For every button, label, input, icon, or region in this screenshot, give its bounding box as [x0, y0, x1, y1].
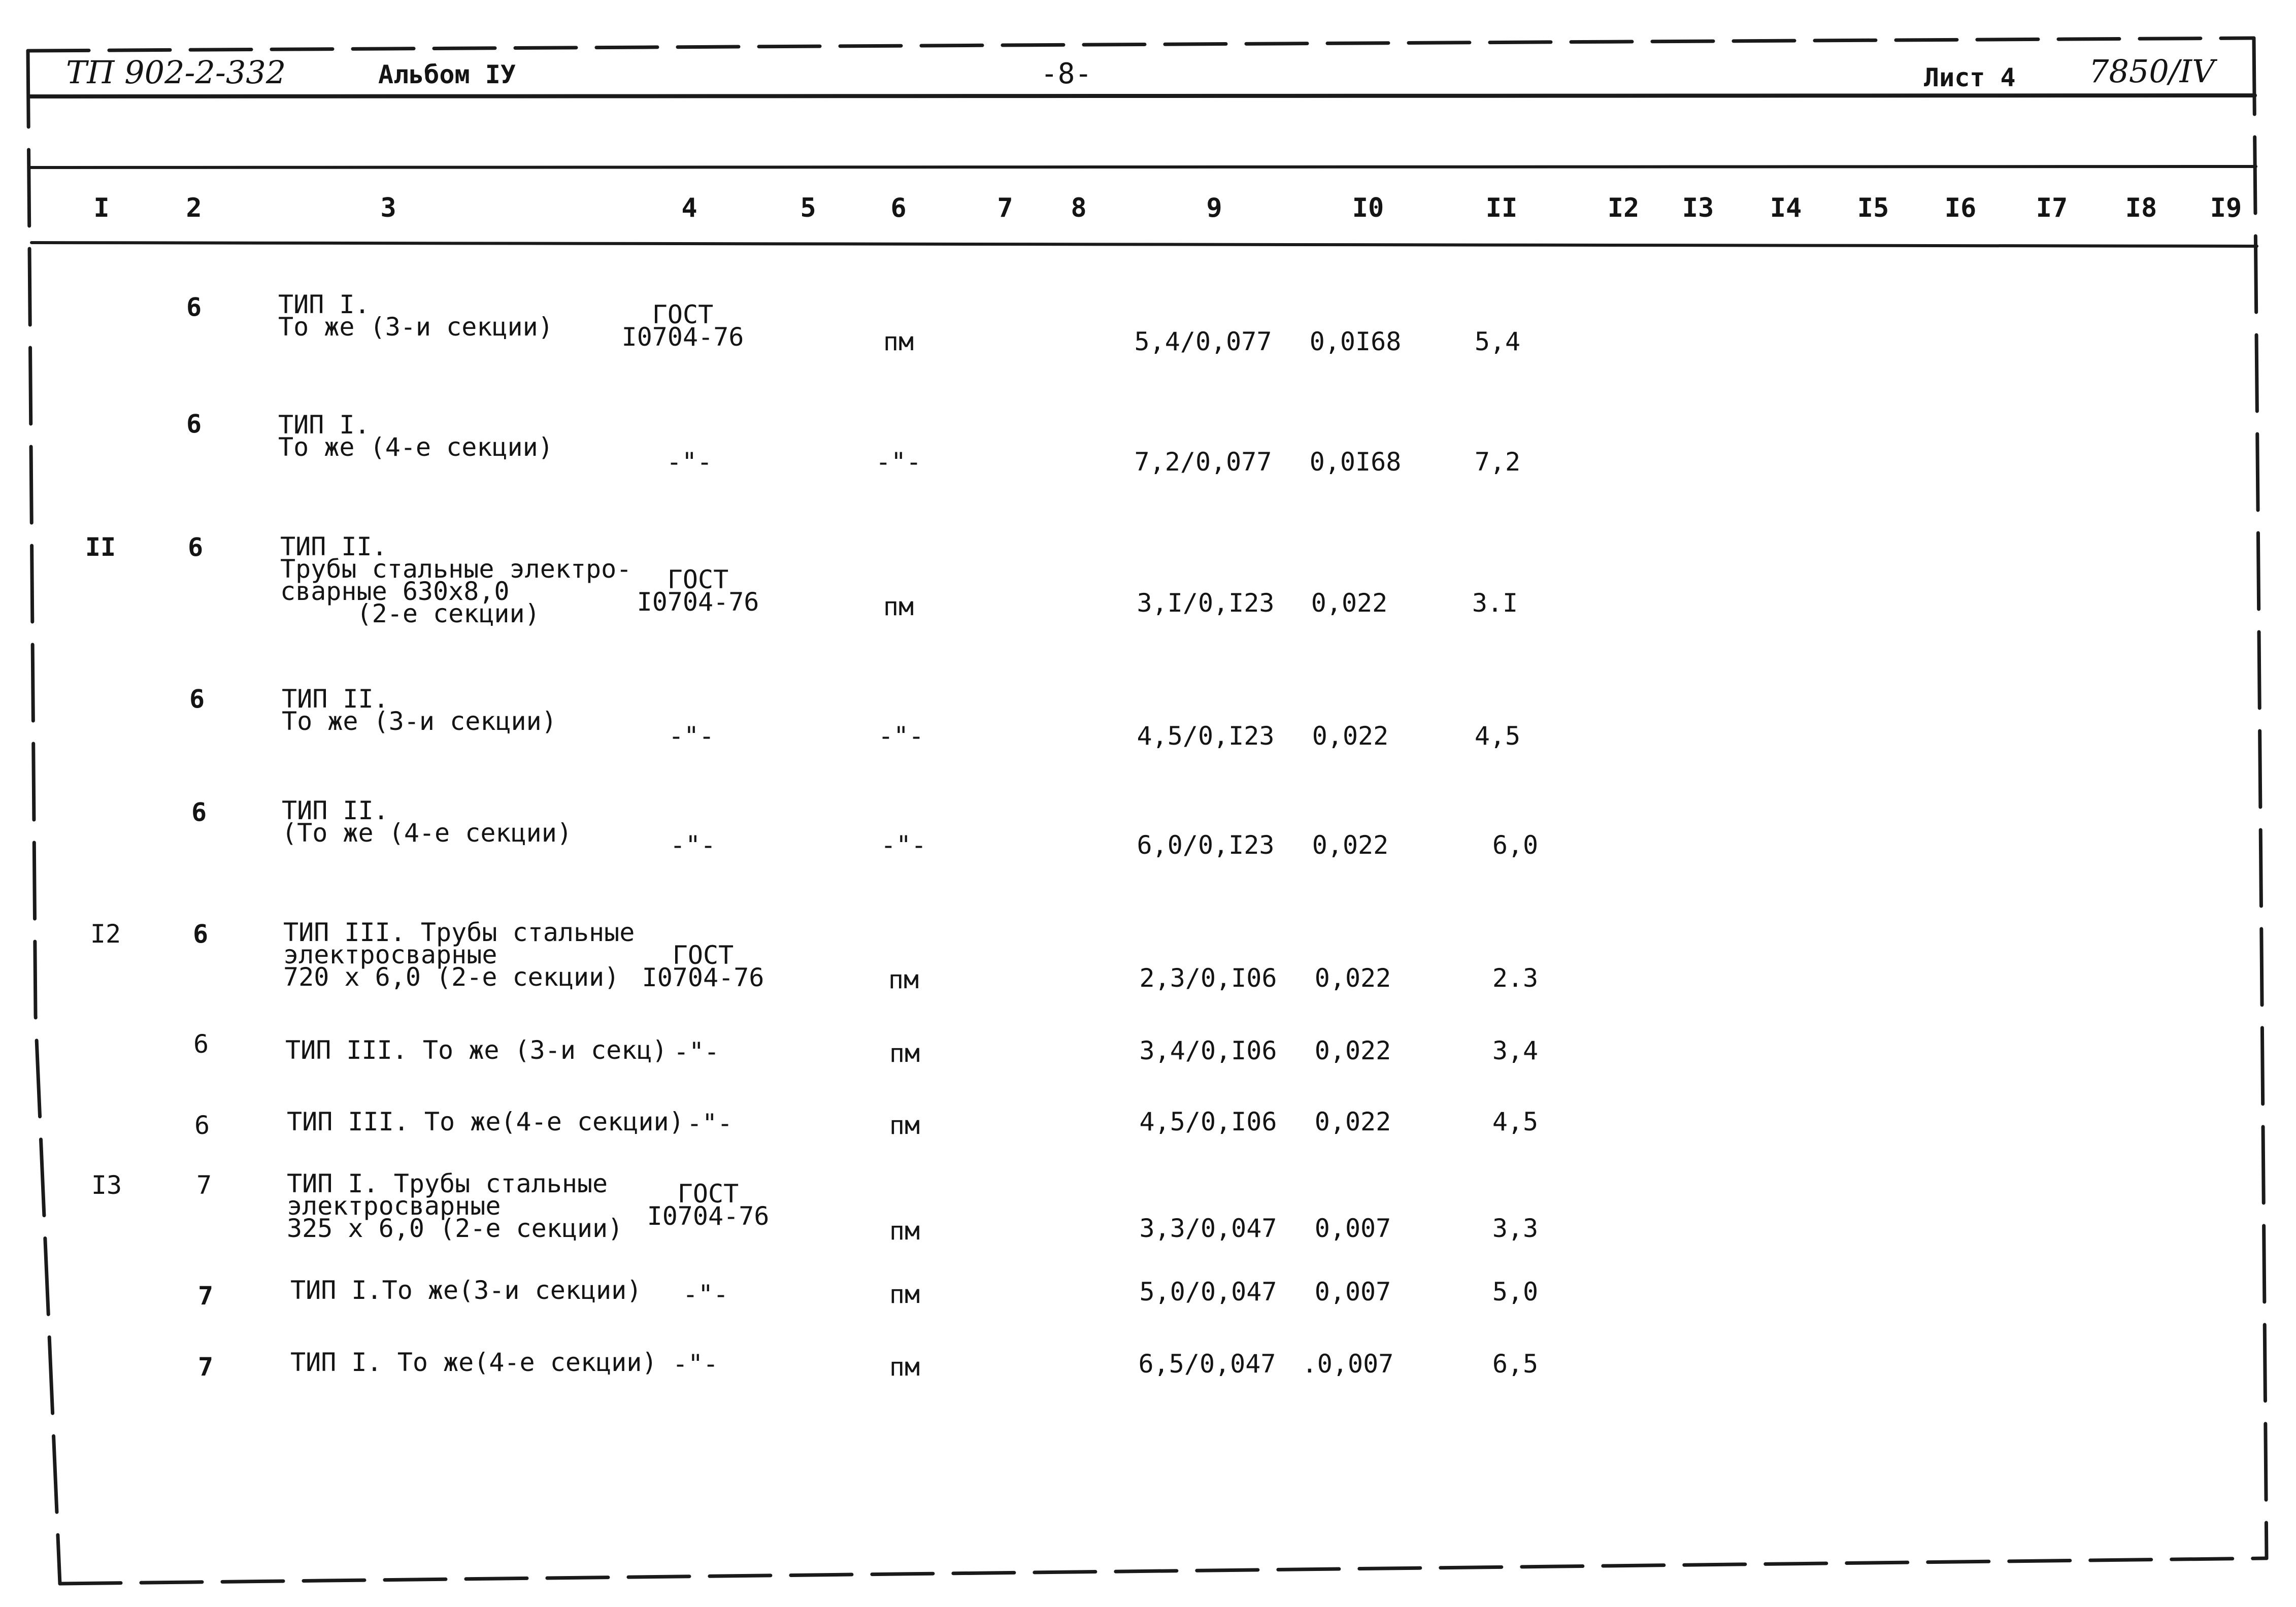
- cell-unit: пм: [889, 1111, 920, 1140]
- document-stamp: 7850/IV: [2089, 53, 2215, 90]
- cell-col11: 2.3: [1492, 963, 1539, 993]
- cell-unit: -"-: [878, 721, 924, 751]
- cell-standard: -"-: [682, 1280, 729, 1309]
- cell-unit: пм: [889, 1039, 920, 1068]
- col-header-19: I9: [2210, 193, 2242, 223]
- col-header-10: I0: [1352, 193, 1384, 223]
- col-header-3: 3: [380, 193, 396, 223]
- frame-top: [28, 38, 2254, 51]
- col-header-6: 6: [890, 193, 907, 223]
- cell-col11: 5,4: [1474, 327, 1521, 356]
- project-code: ТП 902-2-332: [66, 54, 286, 91]
- cell-col10: 0,022: [1314, 963, 1391, 993]
- sheet-label: Лист 4: [1924, 63, 2016, 92]
- cell-unit: пм: [889, 1216, 920, 1246]
- cell-col11: 3.I: [1472, 588, 1518, 618]
- cell-description: ТИП II. (То же (4-е секции): [282, 796, 572, 848]
- cell-col9: 3,3/0,047: [1139, 1214, 1277, 1243]
- col-header-7: 7: [997, 193, 1013, 223]
- cell-col9: 6,0/0,I23: [1137, 830, 1275, 860]
- cell-col10: 0,022: [1314, 1036, 1391, 1065]
- cell-col9: 5,4/0,077: [1134, 327, 1272, 356]
- cell-standard: -"-: [668, 721, 715, 751]
- cell-col9: 3,4/0,I06: [1139, 1036, 1277, 1065]
- cell-col9: 5,0/0,047: [1139, 1277, 1277, 1307]
- cell-col11: 3,3: [1492, 1214, 1539, 1243]
- col-header-18: I8: [2125, 193, 2157, 223]
- cell-col11: 5,0: [1492, 1277, 1539, 1307]
- cell-col9: 6,5/0,047: [1138, 1349, 1276, 1379]
- cell-type-code: 6: [186, 409, 202, 439]
- cell-position: I2: [90, 919, 121, 949]
- cell-type-code: 6: [186, 292, 202, 322]
- cell-col9: 4,5/0,I23: [1137, 721, 1275, 751]
- col-header-11: II: [1485, 193, 1518, 223]
- cell-col11: 4,5: [1492, 1107, 1539, 1136]
- col-header-14: I4: [1770, 193, 1802, 223]
- cell-standard: -"-: [672, 1349, 719, 1379]
- cell-standard: ГОСТ I0704-76: [621, 300, 744, 352]
- cell-col10: 0,022: [1311, 588, 1388, 618]
- col-header-15: I5: [1857, 193, 1889, 223]
- cell-col9: 3,I/0,I23: [1137, 588, 1275, 618]
- cell-type-code: 6: [187, 532, 204, 562]
- cell-col10: 0,022: [1312, 830, 1389, 860]
- cell-col10: .0,007: [1302, 1349, 1394, 1379]
- cell-col9: 7,2/0,077: [1134, 447, 1272, 477]
- cell-col11: 6,0: [1492, 830, 1539, 860]
- cell-col11: 7,2: [1474, 447, 1521, 477]
- cell-col11: 3,4: [1492, 1036, 1539, 1065]
- col-header-2: 2: [186, 193, 202, 223]
- cell-description: ТИП I. То же(4-е секции): [290, 1348, 657, 1377]
- cell-description: ТИП I. Трубы стальные электросварные 325 х 6,0 (2-е секции): [287, 1169, 623, 1243]
- cell-description: ТИП I. То же (3-и секции): [278, 290, 553, 342]
- cell-standard: -"-: [666, 447, 713, 477]
- cell-description: ТИП I.То же(3-и секции): [290, 1276, 642, 1305]
- cell-unit: -"-: [880, 830, 927, 860]
- frame-right: [2254, 38, 2267, 1558]
- cell-position: I3: [91, 1170, 122, 1200]
- col-header-4: 4: [681, 193, 697, 223]
- cell-col9: 2,3/0,I06: [1139, 963, 1277, 993]
- cell-standard: ГОСТ I0704-76: [637, 565, 759, 617]
- album-label: Альбом IУ: [378, 60, 516, 89]
- cell-col10: 0,022: [1312, 721, 1389, 751]
- cell-type-code: 6: [194, 1111, 210, 1140]
- cell-col10: 0,0I68: [1309, 447, 1402, 477]
- cell-col10: 0,022: [1314, 1107, 1391, 1136]
- cell-type-code: 7: [197, 1352, 214, 1382]
- header-rule-3: [31, 243, 2257, 246]
- cell-col9: 4,5/0,I06: [1139, 1107, 1277, 1136]
- cell-type-code: 6: [191, 797, 207, 827]
- col-header-5: 5: [800, 193, 816, 223]
- cell-type-code: 6: [192, 919, 209, 949]
- col-header-13: I3: [1682, 193, 1714, 223]
- col-header-16: I6: [1944, 193, 1977, 223]
- cell-unit: пм: [889, 1352, 920, 1382]
- cell-standard: ГОСТ I0704-76: [642, 941, 764, 992]
- cell-unit: -"-: [875, 447, 922, 477]
- col-header-8: 8: [1071, 193, 1087, 223]
- cell-unit: пм: [889, 1280, 920, 1309]
- cell-description: ТИП I. То же (4-е секции): [278, 410, 553, 462]
- page-number: -8-: [1041, 57, 1092, 90]
- cell-unit: пм: [888, 965, 919, 994]
- cell-description: ТИП III. Трубы стальные электросварные 720 х 6,0 (2-е секции): [283, 918, 635, 992]
- cell-unit: пм: [883, 592, 914, 621]
- cell-col11: 4,5: [1474, 721, 1521, 751]
- cell-unit: пм: [883, 327, 914, 356]
- cell-description: ТИП II. Трубы стальные электро- сварные 630х8,0 (2-е секции): [280, 532, 632, 628]
- cell-col10: 0,007: [1314, 1214, 1391, 1243]
- cell-col11: 6,5: [1492, 1349, 1539, 1379]
- col-header-9: 9: [1206, 193, 1222, 223]
- col-header-17: I7: [2036, 193, 2068, 223]
- col-header-1: I: [93, 193, 110, 223]
- cell-standard: -"-: [686, 1109, 733, 1138]
- cell-col10: 0,0I68: [1309, 327, 1402, 356]
- cell-standard: ГОСТ I0704-76: [647, 1179, 770, 1231]
- frame-left: [28, 51, 60, 1584]
- header-rule-1: [29, 95, 2255, 96]
- cell-type-code: 7: [197, 1281, 214, 1311]
- cell-standard: -"-: [673, 1037, 720, 1066]
- frame-bottom: [60, 1558, 2267, 1584]
- cell-col10: 0,007: [1314, 1277, 1391, 1307]
- header-rule-2: [30, 166, 2256, 168]
- cell-description: ТИП III. То же (3-и секц): [285, 1035, 668, 1065]
- cell-description: ТИП III. То же(4-е секции): [287, 1107, 684, 1136]
- cell-standard: -"-: [670, 830, 716, 860]
- cell-type-code: 7: [196, 1170, 212, 1200]
- col-header-12: I2: [1607, 193, 1640, 223]
- cell-position: II: [85, 532, 116, 562]
- cell-type-code: 6: [193, 1029, 209, 1059]
- cell-description: ТИП II. То же (3-и секции): [282, 684, 557, 736]
- cell-type-code: 6: [189, 684, 205, 714]
